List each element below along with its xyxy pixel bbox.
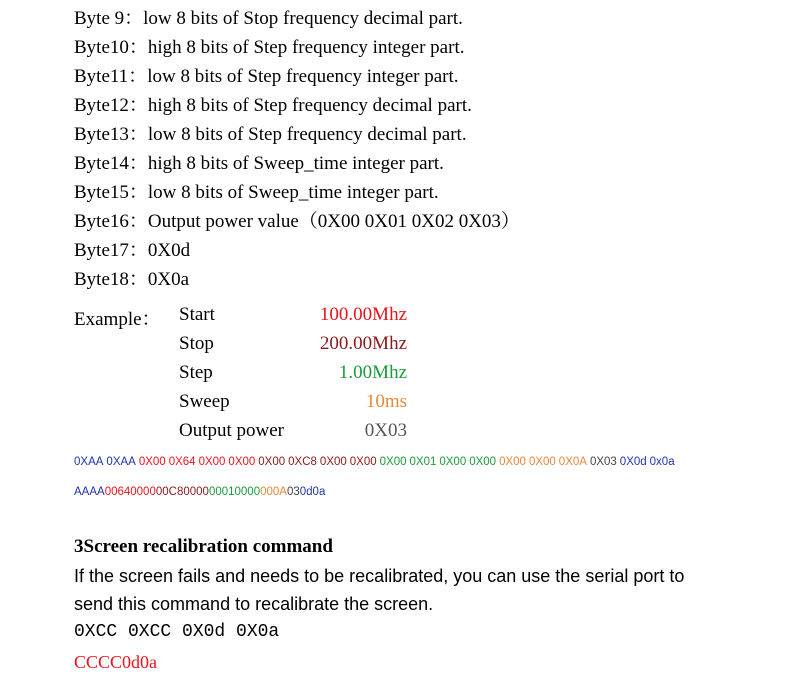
example-param-name: Sweep <box>179 391 230 412</box>
hex-segment: 00010000 <box>208 486 261 498</box>
byte-label: Byte14： <box>74 153 148 174</box>
hex-byte: 0X00 <box>258 456 286 468</box>
example-param-value: 10ms <box>365 391 407 412</box>
byte-description: low 8 bits of Sweep_time integer part. <box>147 182 439 203</box>
byte-label: Byte16： <box>74 211 148 232</box>
example-param-value: 200.00Mhz <box>319 333 407 354</box>
hex-byte: 0X00 <box>138 456 166 468</box>
example-param-name: Start <box>179 304 215 325</box>
hex-segment: 00640000 <box>104 486 156 498</box>
byte-description: low 8 bits of Step frequency decimal part. <box>147 124 467 145</box>
example-param-name: Step <box>179 362 213 383</box>
byte-description: high 8 bits of Sweep_time integer part. <box>147 153 444 174</box>
byte-line <box>74 66 459 88</box>
example-param-value: 0X03 <box>364 420 407 441</box>
recalibration-command-compact: CCCC0d0a <box>74 652 158 672</box>
hex-byte: 0XC8 <box>288 456 317 468</box>
hex-byte: 0X0A <box>558 456 587 468</box>
byte-label: Byte10： <box>74 37 148 58</box>
byte-line <box>74 95 472 117</box>
hex-byte: 0X01 <box>409 456 437 468</box>
byte-line <box>74 211 520 233</box>
example-param-name: Stop <box>179 333 214 354</box>
hex-byte: 0XAA <box>106 456 136 468</box>
hex-byte: 0X03 <box>589 456 617 468</box>
hex-byte: 0X00 <box>349 456 377 468</box>
hex-byte: 0X00 <box>499 456 526 468</box>
byte-description: 0X0a <box>147 269 190 290</box>
hex-byte: 0X00 <box>469 456 497 468</box>
byte-description: high 8 bits of Step frequency decimal part. <box>147 95 472 116</box>
hex-segment: AAAA <box>74 486 105 498</box>
example-param-name: Output power <box>179 420 285 441</box>
hex-byte: 0X00 <box>198 456 226 468</box>
byte-label: Byte18： <box>74 269 148 290</box>
hex-byte: 0X0d <box>619 456 647 468</box>
byte-label: Byte 9： <box>74 8 144 29</box>
byte-line <box>74 182 439 204</box>
byte-description: high 8 bits of Step frequency integer part. <box>147 37 465 58</box>
byte-line <box>74 37 464 59</box>
byte-description: low 8 bits of Stop frequency decimal part. <box>143 8 463 29</box>
byte-label: Byte11： <box>74 66 148 87</box>
example-param-value: 1.00Mhz <box>338 362 407 383</box>
hex-byte: 0X64 <box>168 456 196 468</box>
byte-label: Byte15： <box>74 182 148 203</box>
hex-byte: 0x0a <box>649 456 675 468</box>
byte-description: 0X0d <box>147 240 191 261</box>
hex-segment: 03 <box>286 486 300 498</box>
example-label: Example： <box>74 309 161 330</box>
example-param-value: 100.00Mhz <box>319 304 407 325</box>
byte-description: Output power value（0X00 0X01 0X02 0X03） <box>147 211 520 232</box>
hex-command-compact <box>74 486 325 498</box>
byte-label: Byte17： <box>74 240 148 261</box>
hex-byte: 0XAA <box>74 456 104 468</box>
hex-byte: 0X00 <box>528 456 556 468</box>
byte-label: Byte13： <box>74 124 148 145</box>
hex-segment: 0d0a <box>299 486 326 498</box>
byte-label: Byte12： <box>74 95 148 116</box>
hex-byte: 0X00 <box>439 456 467 468</box>
section-paragraph-line-2: send this command to recalibrate the screen. <box>74 594 434 614</box>
hex-segment: 000A <box>260 486 287 498</box>
hex-byte: 0X00 <box>319 456 347 468</box>
byte-line <box>74 124 467 146</box>
section-paragraph-line-1: If the screen fails and needs to be recalibrated, you can use the serial port to <box>74 566 685 586</box>
byte-line <box>74 8 463 30</box>
byte-line <box>74 240 190 262</box>
byte-description: low 8 bits of Step frequency integer part. <box>147 66 459 87</box>
hex-command-line <box>74 456 678 468</box>
recalibration-command: 0XCC 0XCC 0X0d 0X0a <box>74 622 280 642</box>
hex-byte: 0X00 <box>379 456 407 468</box>
byte-line <box>74 153 444 175</box>
section-title: 3Screen recalibration command <box>74 536 333 557</box>
hex-segment: 00C80000 <box>155 486 209 498</box>
hex-byte: 0X00 <box>228 456 256 468</box>
byte-line <box>74 269 189 291</box>
